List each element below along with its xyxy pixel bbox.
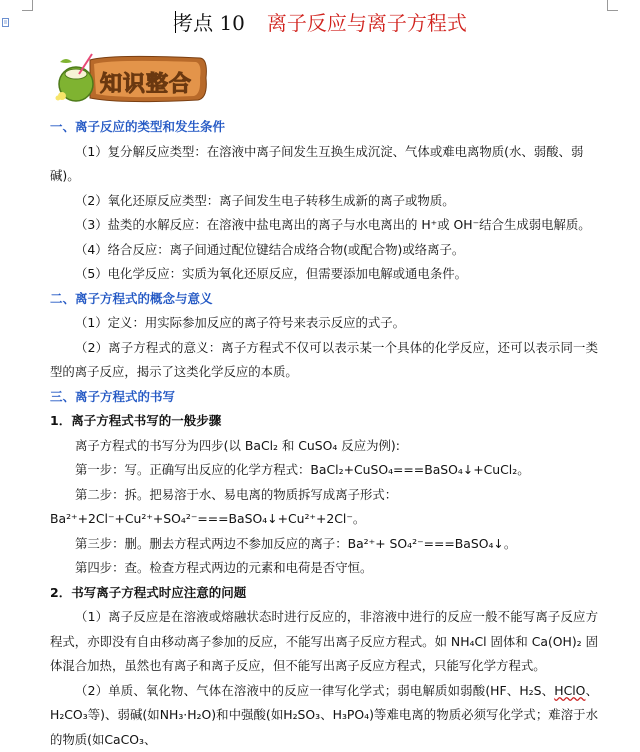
note-1-paragraph: （1）离子反应是在溶液或熔融状态时进行反应的，非溶液中进行的反应一般不能写离子反应方程式，亦即没有自由移动离子参加的反应，不能写出离子反应方程式。如 NH₄Cl 固体和 Ca(OH)₂ 固体混合加热，虽然也有离子和离子反应，但不能写出离子反应方程式，只能写化学方程式。 <box>50 605 598 679</box>
step-3: 第三步：删。删去方程式两边不参加反应的离子：Ba²⁺+ SO₄²⁻===BaSO₄↓。 <box>50 532 598 557</box>
meaning-paragraph: （2）离子方程式的意义：离子方程式不仅可以表示某一个具体的化学反应，还可以表示同一类型的离子反应，揭示了这类化学反应的本质。 <box>50 336 598 385</box>
step-1: 第一步：写。正确写出反应的化学方程式：BaCl₂+CuSO₄===BaSO₄↓+CuCl₂。 <box>50 458 598 483</box>
subsection-2-heading: 2．书写离子方程式时应注意的问题 <box>50 581 598 606</box>
page-title <box>0 10 640 36</box>
list-item: （1）复分解反应类型：在溶液中离子间发生互换生成沉淀、气体或难电离物质(水、弱酸、弱碱)。 <box>50 140 598 189</box>
subsection-1-heading: 1．离子方程式书写的一般步骤 <box>50 409 598 434</box>
section-badge-label: 知识整合 <box>100 67 192 98</box>
section-1-heading: 一、离子反应的类型和发生条件 <box>50 115 598 140</box>
note-2-hclo: HClO <box>554 683 585 698</box>
step-2: 第二步：拆。把易溶于水、易电离的物质拆写成离子形式：Ba²⁺+2Cl⁻+Cu²⁺+SO₄²⁻===BaSO₄↓+Cu²⁺+2Cl⁻。 <box>50 483 598 532</box>
note-2-part-a: （2）单质、氧化物、气体在溶液中的反应一律写化学式；弱电解质如弱酸(HF、H₂S、 <box>75 683 554 698</box>
list-item: （3）盐类的水解反应：在溶液中盐电离出的离子与水电离出的 H⁺或 OH⁻结合生成弱电解质。 <box>50 213 598 238</box>
step-4: 第四步：查。检查方程式两边的元素和电荷是否守恒。 <box>50 556 598 581</box>
definition-paragraph: （1）定义：用实际参加反应的离子符号来表示反应的式子。 <box>50 311 598 336</box>
document-body <box>50 115 598 752</box>
section-2-heading: 二、离子方程式的概念与意义 <box>50 287 598 312</box>
list-item: （5）电化学反应：实质为氧化还原反应，但需要添加电解或通电条件。 <box>50 262 598 287</box>
list-item: （2）氧化还原反应类型：离子间发生电子转移生成新的离子或物质。 <box>50 189 598 214</box>
title-prefix: 考点 10 <box>173 11 245 35</box>
steps-intro: 离子方程式的书写分为四步(以 BaCl₂ 和 CuSO₄ 反应为例): <box>50 434 598 459</box>
note-2-part-c: 、H₂CO₃等)、弱碱(如NH₃·H₂O)和中强酸(如H₂SO₃、H₃PO₄)等难电离的物质必须写化学式；难溶于水的物质(如CaCO₃、 <box>50 683 598 747</box>
title-main: 离子反应与离子方程式 <box>267 11 467 35</box>
section-3-heading: 三、离子方程式的书写 <box>50 385 598 410</box>
note-2-paragraph <box>50 679 598 752</box>
list-item: （4）络合反应：离子间通过配位键结合成络合物(或配合物)或络离子。 <box>50 238 598 263</box>
